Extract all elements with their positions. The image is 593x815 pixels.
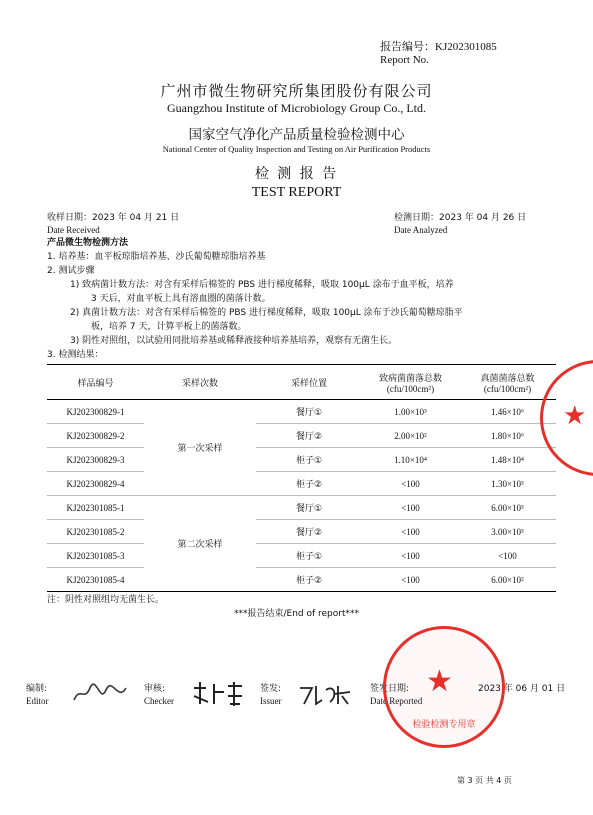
center-name-cn: 国家空气净化产品质量检验检测中心 [188, 127, 405, 143]
editor-signature-mark [72, 682, 128, 706]
cell-sample-id: KJ202301085-1 [47, 496, 144, 520]
header-pathogen-count: 致病菌菌落总数 (cfu/100cm²) [362, 365, 459, 400]
org-name-en: Guangzhou Institute of Microbiology Group Co., Ltd. [167, 101, 426, 115]
date-analyzed: 检测日期：2023 年 04 月 26 日 [394, 213, 527, 223]
cell-sample-id: KJ202300829-3 [47, 448, 144, 472]
cell-pathogen: 1.00×10³ [362, 400, 459, 424]
cell-position: 柜子② [256, 472, 362, 496]
org-name-cn: 广州市微生物研究所集团股份有限公司 [160, 82, 433, 100]
step-1-line-b: 3 天后，对血平板上具有溶血圈的菌落计数。 [91, 294, 271, 304]
table-row [47, 496, 556, 520]
date-reported-label-en: Date Reported [370, 696, 423, 706]
report-no-label: 报告编号： [380, 40, 435, 53]
cell-pathogen: 1.10×10⁴ [362, 448, 459, 472]
title-cn: 检 测 报 告 [254, 166, 339, 182]
cell-fungi: 6.00×10³ [459, 496, 556, 520]
report-no [380, 38, 497, 54]
star-icon: ★ [563, 401, 587, 431]
center-name-en: National Center of Quality Inspection and Testing on Air Purification Products [162, 144, 431, 154]
table-row [47, 472, 556, 496]
checker-label-en: Checker [144, 696, 174, 706]
cell-fungi: 3.00×10³ [459, 520, 556, 544]
method-title: 产品微生物检测方法 [47, 238, 129, 248]
checker-signature [190, 680, 246, 712]
cell-pathogen: <100 [362, 472, 459, 496]
cell-fungi: 1.30×10³ [459, 472, 556, 496]
date-received: 收样日期：2023 年 04 月 21 日 [47, 213, 180, 223]
cell-sample-id: KJ202300829-1 [47, 400, 144, 424]
table-row [47, 448, 556, 472]
issuer-signature [298, 682, 352, 712]
table-row [47, 568, 556, 592]
header-sampling-times: 采样次数 [144, 365, 256, 400]
editor-label: 编制: [26, 684, 48, 694]
cell-position: 柜子① [256, 544, 362, 568]
cell-pathogen: <100 [362, 496, 459, 520]
cell-sample-id: KJ202301085-3 [47, 544, 144, 568]
note: 注：阴性对照组均无菌生长。 [47, 595, 165, 605]
header-sampling-position: 采样位置 [256, 365, 362, 400]
cell-pathogen: <100 [362, 544, 459, 568]
table-row [47, 544, 556, 568]
editor-label-en: Editor [26, 696, 49, 706]
cell-position: 餐厅① [256, 400, 362, 424]
date-analyzed-en: Date Analyzed [394, 225, 448, 235]
cell-sample-id: KJ202300829-2 [47, 424, 144, 448]
cell-pathogen: 2.00×10² [362, 424, 459, 448]
method-item-2: 2. 测试步骤 [47, 266, 95, 276]
table-row [47, 400, 556, 424]
method-item-3: 3. 检测结果： [47, 350, 104, 360]
cell-pathogen: <100 [362, 568, 459, 592]
table-row [47, 520, 556, 544]
cell-position: 餐厅① [256, 496, 362, 520]
step-1-line-a: 1) 致病菌计数方法：对含有采样后棉签的 PBS 进行梯度稀释，吸取 100μL 涂布于血平板，培养 [70, 280, 454, 290]
issuer-signature-mark [298, 682, 352, 708]
cell-fungi: <100 [459, 544, 556, 568]
issuer-label-en: Issuer [260, 696, 282, 706]
step-2-line-b: 板，培养 7 天，计算平板上的菌落数。 [91, 322, 247, 332]
cell-pathogen: <100 [362, 520, 459, 544]
table-header-row [47, 365, 556, 400]
step-2-line-a: 2) 真菌计数方法：对含有采样后棉签的 PBS 进行梯度稀释，吸取 100μL 涂布于沙氏葡萄糖琼脂平 [70, 308, 463, 318]
cell-sampling-group-2: 第二次采样 [144, 496, 256, 592]
official-seal [383, 626, 505, 748]
cell-sampling-group-1: 第一次采样 [144, 400, 256, 496]
issuer-label: 签发: [260, 684, 282, 694]
seal-star-icon: ★ [426, 664, 453, 699]
step-3: 3) 阴性对照组，以试验用同批培养基或稀释液接种培养基培养，观察有无菌生长。 [70, 336, 398, 346]
cell-position: 柜子① [256, 448, 362, 472]
checker-label: 审核: [144, 684, 166, 694]
cell-sample-id: KJ202300829-4 [47, 472, 144, 496]
page-number: 第 3 页 共 4 页 [457, 776, 512, 785]
cell-sample-id: KJ202301085-2 [47, 520, 144, 544]
header-sample-id: 样品编号 [47, 365, 144, 400]
cell-fungi: 1.80×10⁶ [459, 424, 556, 448]
cell-fungi: 1.48×10⁴ [459, 448, 556, 472]
title-en: TEST REPORT [251, 185, 342, 200]
date-reported-value: 2023 年 06 月 01 日 [478, 684, 566, 694]
table-row [47, 424, 556, 448]
cell-position: 餐厅② [256, 424, 362, 448]
checker-signature-mark [190, 680, 246, 708]
cell-position: 柜子② [256, 568, 362, 592]
report-no-value: KJ202301085 [435, 41, 497, 53]
date-reported-label: 签发日期: [370, 684, 410, 694]
seal-label: 检验检测专用章 [412, 720, 476, 730]
date-received-en: Date Received [47, 225, 100, 235]
method-item-1: 1. 培养基：血平板琼脂培养基、沙氏葡萄糖琼脂培养基 [47, 252, 266, 262]
header-fungi-count: 真菌菌落总数 (cfu/100cm²) [459, 365, 556, 400]
cell-sample-id: KJ202301085-4 [47, 568, 144, 592]
report-no-en: Report No. [380, 54, 429, 66]
editor-signature [72, 682, 128, 711]
cell-fungi: 1.46×10⁶ [459, 400, 556, 424]
cell-position: 餐厅② [256, 520, 362, 544]
results-table [47, 364, 556, 592]
cell-fungi: 6.00×10² [459, 568, 556, 592]
end-of-report: ***报告结束/End of report*** [233, 609, 360, 619]
